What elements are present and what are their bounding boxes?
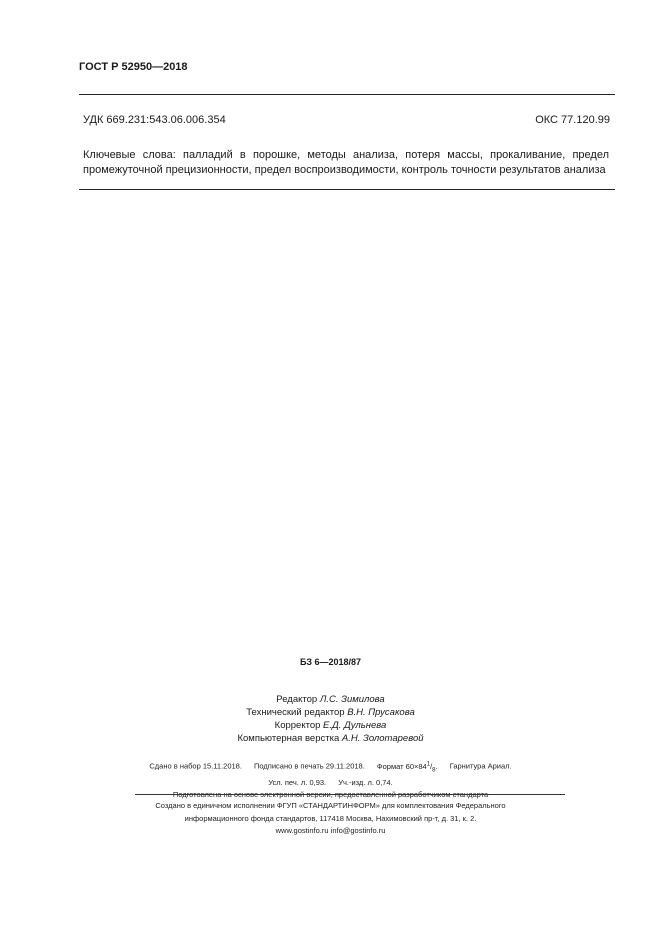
- print-format: Формат $60\times 84^1/_8$.: [376, 761, 438, 773]
- credit-line: [0, 693, 661, 706]
- standard-code: ГОСТ Р 52950—2018: [79, 61, 188, 73]
- footer-contacts: [0, 825, 661, 838]
- credit-line: [0, 706, 661, 719]
- credit-role: Редактор: [276, 694, 318, 705]
- credit-role: Технический редактор: [246, 707, 345, 718]
- oks-code: ОКС 77.120.99: [535, 114, 610, 126]
- uch-izd: Уч.-изд. л. 0,74.: [338, 777, 393, 787]
- keywords-paragraph: Ключевые слова: палладий в порошке, методы анализа, потеря массы, прокаливание, предел промежуточной прецизионности, предел воспроизводимости, контроль точности результатов анализа: [83, 149, 609, 176]
- usl-pech: Усл. печ. л. 0,93.: [268, 777, 327, 787]
- credit-name: Л.С. Зимилова: [319, 694, 385, 705]
- email-link[interactable]: info@gostinfo.ru: [330, 826, 386, 835]
- footer-line-2: информационного фонда стандартов, 117418 Москва, Нахимовский пр-т, д. 31, к. 2.: [184, 813, 477, 823]
- credit-line: [0, 719, 661, 732]
- credits-block: [0, 693, 661, 745]
- divider-footer: [135, 794, 565, 795]
- credit-line: [0, 732, 661, 745]
- credit-name: В.Н. Прусакова: [347, 707, 415, 718]
- typeface: Гарнитура Ариал.: [449, 761, 512, 771]
- divider-top: [79, 94, 615, 95]
- publisher-footer: [0, 800, 661, 838]
- website-link[interactable]: www.gostinfo.ru: [275, 826, 329, 835]
- credit-role: Компьютерная верстка: [237, 733, 340, 744]
- publication-line-1: [0, 758, 661, 777]
- footer-line-1: Создано в единичном исполнении ФГУП «СТАНДАРТИНФОРМ» для комплектования Федерального: [155, 801, 506, 810]
- credit-role: Корректор: [274, 720, 321, 731]
- credit-name: Е.Д. Дульнева: [323, 720, 387, 731]
- divider-keywords: [79, 189, 615, 190]
- udc-code: УДК 669.231:543.06.006.354: [83, 114, 226, 126]
- publication-line-2: [0, 777, 661, 790]
- credit-name: А.Н. Золотаревой: [341, 733, 424, 744]
- sent-to-set: Сдано в набор 15.11.2018.: [149, 761, 242, 771]
- bz-number: БЗ 6—2018/87: [299, 657, 362, 667]
- signed-to-print: Подписано в печать 29.11.2018.: [254, 761, 365, 771]
